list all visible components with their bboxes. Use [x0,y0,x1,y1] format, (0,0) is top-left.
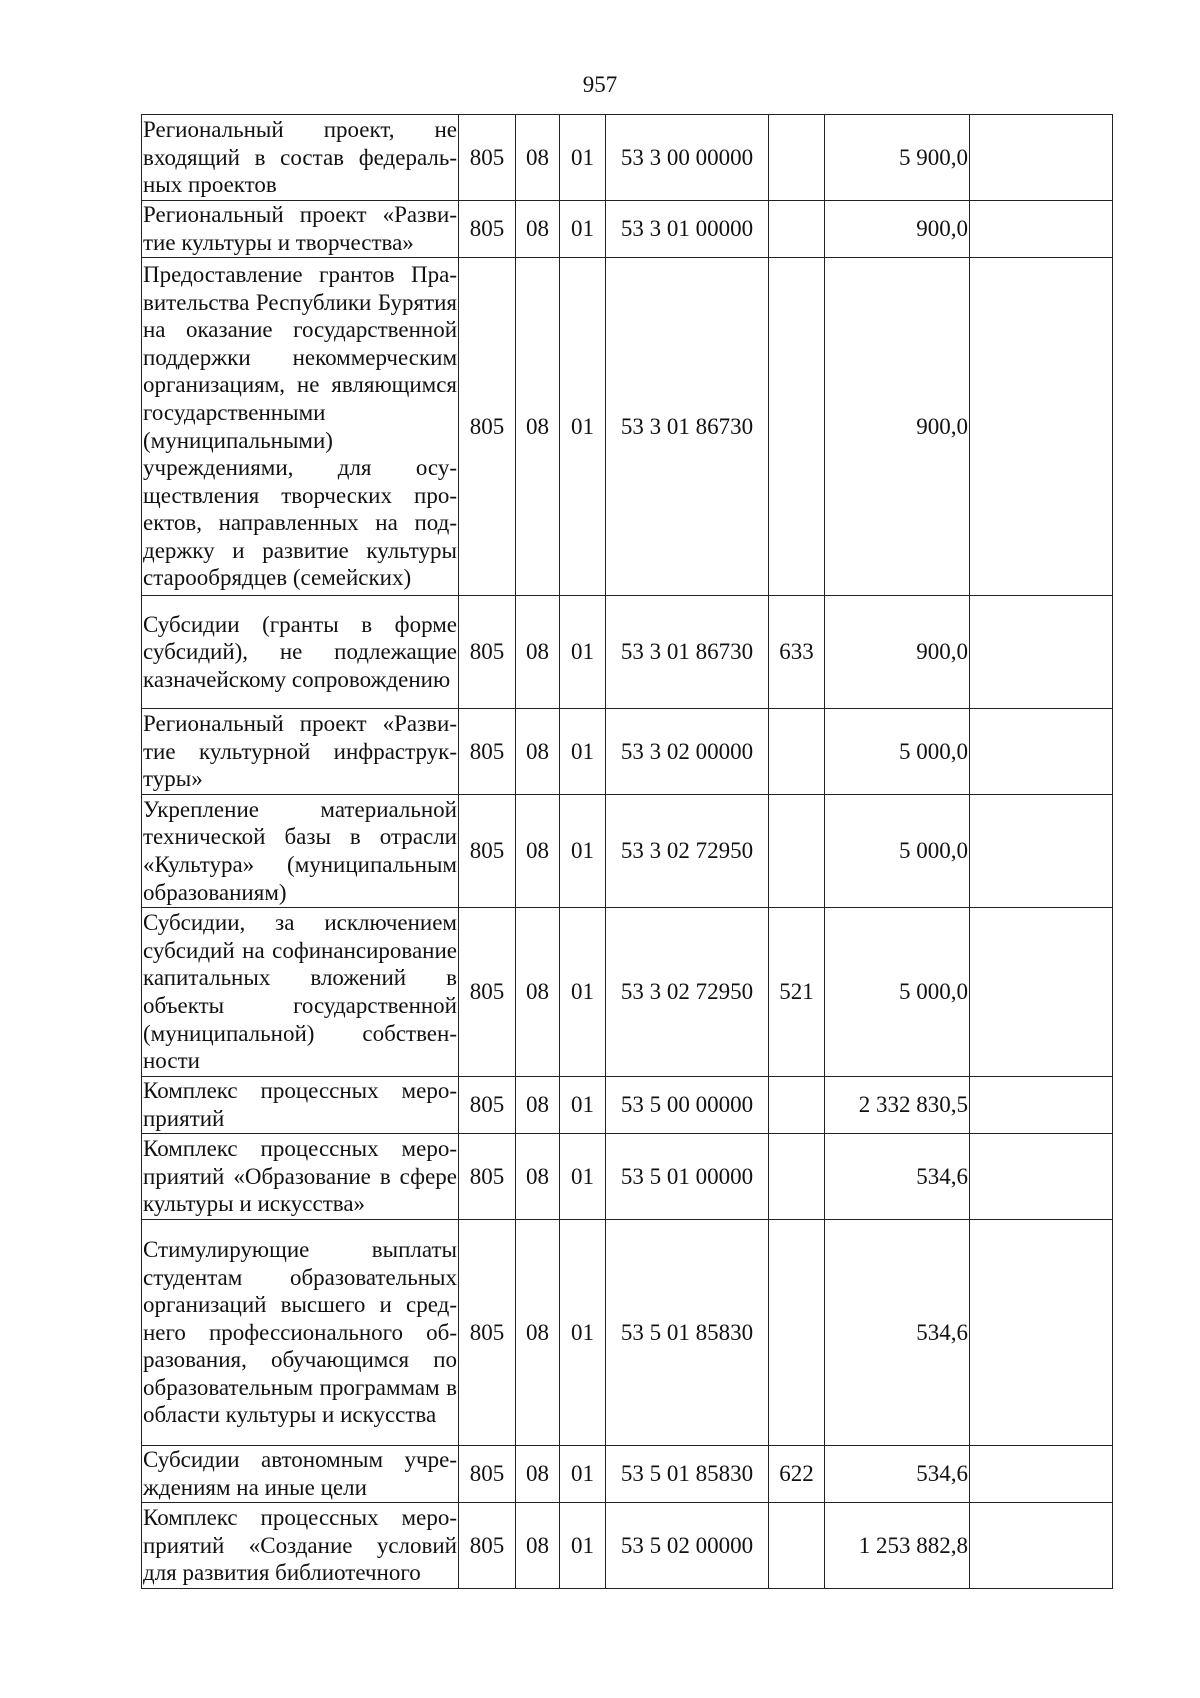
expense-name: Региональный проект, не входящий в состав федеральных проектов [142,115,459,201]
extra-cell [970,115,1113,201]
table-row [142,1220,1113,1446]
amount: 900,0 [825,258,970,596]
target-code: 53 3 01 86730 [606,258,769,596]
expense-name: Региональный проект «Развитие культурной инфраструктуры» [142,709,459,795]
amount: 2 332 830,5 [825,1077,970,1134]
extra-cell [970,1220,1113,1446]
expense-type-code [769,1077,825,1134]
ministry-code: 805 [459,1220,516,1446]
ministry-code: 805 [459,795,516,908]
section-code: 08 [516,115,560,201]
subsection-code: 01 [560,596,606,709]
expense-type-code [769,115,825,201]
subsection-code: 01 [560,908,606,1077]
table-row [142,709,1113,795]
target-code: 53 5 02 00000 [606,1503,769,1589]
extra-cell [970,1134,1113,1220]
expense-type-code: 633 [769,596,825,709]
budget-table [141,114,1113,1589]
ministry-code: 805 [459,596,516,709]
table-row [142,1134,1113,1220]
amount: 5 000,0 [825,908,970,1077]
section-code: 08 [516,1077,560,1134]
section-code: 08 [516,1503,560,1589]
amount: 534,6 [825,1134,970,1220]
subsection-code: 01 [560,258,606,596]
amount: 900,0 [825,596,970,709]
extra-cell [970,258,1113,596]
extra-cell [970,1446,1113,1503]
subsection-code: 01 [560,1134,606,1220]
expense-type-code [769,1220,825,1446]
ministry-code: 805 [459,1446,516,1503]
section-code: 08 [516,258,560,596]
ministry-code: 805 [459,115,516,201]
expense-name: Субсидии автономным учреждениям на иные цели [142,1446,459,1503]
ministry-code: 805 [459,1077,516,1134]
section-code: 08 [516,1446,560,1503]
expense-name: Субсидии (гранты в форме субсидий), не подлежащие казначейскому сопровождению [142,596,459,709]
subsection-code: 01 [560,795,606,908]
expense-name: Комплекс процессных мероприятий [142,1077,459,1134]
subsection-code: 01 [560,709,606,795]
expense-name: Субсидии, за исключением субсидий на софинансирование капитальных вложений в объекты государственной (муниципальной) собственности [142,908,459,1077]
amount: 5 900,0 [825,115,970,201]
amount: 5 000,0 [825,795,970,908]
table-row [142,115,1113,201]
amount: 534,6 [825,1446,970,1503]
section-code: 08 [516,1220,560,1446]
expense-type-code [769,795,825,908]
table-row [142,795,1113,908]
amount: 5 000,0 [825,709,970,795]
subsection-code: 01 [560,115,606,201]
section-code: 08 [516,1134,560,1220]
extra-cell [970,908,1113,1077]
target-code: 53 3 02 72950 [606,795,769,908]
extra-cell [970,1503,1113,1589]
table-row [142,596,1113,709]
section-code: 08 [516,596,560,709]
target-code: 53 3 02 72950 [606,908,769,1077]
ministry-code: 805 [459,908,516,1077]
table-row [142,1446,1113,1503]
expense-name: Региональный проект «Развитие культуры и творчества» [142,201,459,258]
table-row [142,258,1113,596]
expense-name: Комплекс процессных мероприятий «Образование в сфере культуры и искусства» [142,1134,459,1220]
extra-cell [970,201,1113,258]
extra-cell [970,1077,1113,1134]
target-code: 53 5 00 00000 [606,1077,769,1134]
table-row [142,201,1113,258]
target-code: 53 3 01 00000 [606,201,769,258]
table-row [142,908,1113,1077]
amount: 534,6 [825,1220,970,1446]
expense-type-code [769,1503,825,1589]
expense-name: Укрепление материальной технической базы в отрасли «Культура» (муниципальным образованиям) [142,795,459,908]
ministry-code: 805 [459,1503,516,1589]
expense-type-code [769,709,825,795]
target-code: 53 5 01 00000 [606,1134,769,1220]
expense-name: Стимулирующие выплаты студентам образовательных организаций высшего и среднего профессионального образования, обучающимся по образовательным программам в области культуры и искусства [142,1220,459,1446]
extra-cell [970,596,1113,709]
ministry-code: 805 [459,258,516,596]
table-row [142,1503,1113,1589]
subsection-code: 01 [560,1503,606,1589]
section-code: 08 [516,795,560,908]
expense-type-code [769,258,825,596]
section-code: 08 [516,908,560,1077]
target-code: 53 5 01 85830 [606,1220,769,1446]
target-code: 53 5 01 85830 [606,1446,769,1503]
subsection-code: 01 [560,1077,606,1134]
ministry-code: 805 [459,709,516,795]
target-code: 53 3 00 00000 [606,115,769,201]
section-code: 08 [516,201,560,258]
expense-type-code [769,1134,825,1220]
extra-cell [970,709,1113,795]
expense-type-code: 521 [769,908,825,1077]
amount: 1 253 882,8 [825,1503,970,1589]
table-row [142,1077,1113,1134]
expense-name: Комплекс процессных мероприятий «Создание условий для развития библиотечного [142,1503,459,1589]
expense-type-code: 622 [769,1446,825,1503]
ministry-code: 805 [459,1134,516,1220]
section-code: 08 [516,709,560,795]
expense-name: Предоставление грантов Правительства Республики Бурятия на оказание государственной поддержки некоммерческим организациям, не являющимся государственными (муниципальными) учреждениями, для осуществления творческих проектов, направленных на поддержку и развитие культуры старообрядцев (семейских) [142,258,459,596]
extra-cell [970,795,1113,908]
amount: 900,0 [825,201,970,258]
target-code: 53 3 01 86730 [606,596,769,709]
subsection-code: 01 [560,1446,606,1503]
page-number: 957 [582,72,618,97]
target-code: 53 3 02 00000 [606,709,769,795]
subsection-code: 01 [560,201,606,258]
ministry-code: 805 [459,201,516,258]
subsection-code: 01 [560,1220,606,1446]
expense-type-code [769,201,825,258]
